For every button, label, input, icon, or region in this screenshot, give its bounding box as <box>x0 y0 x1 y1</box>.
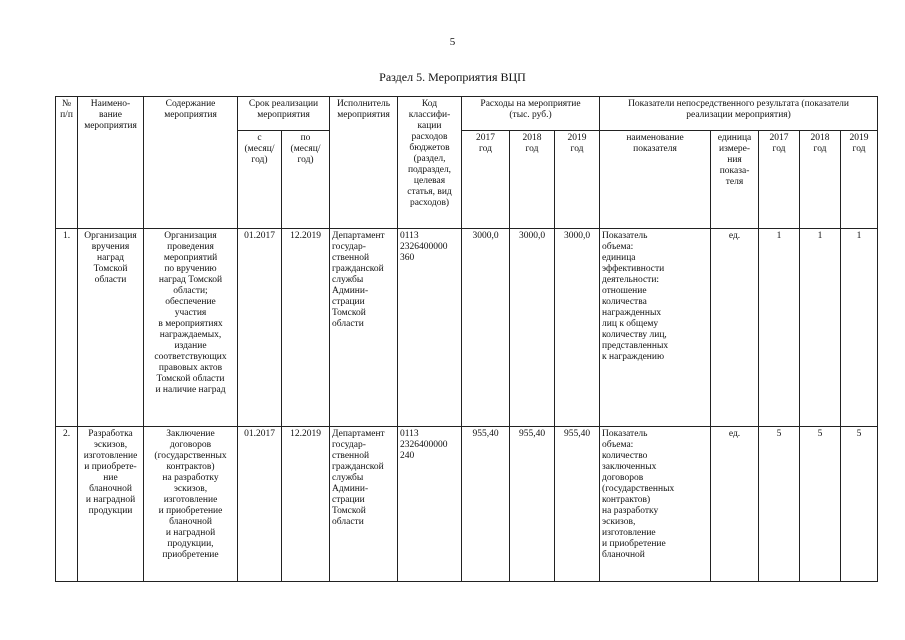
row-to: 12.2019 <box>282 427 330 582</box>
header-period-to: по (месяц/ год) <box>282 131 330 229</box>
header-num: № п/п <box>56 97 78 229</box>
header-exp-2017: 2017 год <box>462 131 510 229</box>
row-ind-2019: 1 <box>841 229 878 427</box>
row-ind-2017: 5 <box>759 427 800 582</box>
header-code: Код классифи- кации расходов бюджетов (раздел, подраздел, целевая статья, вид расходов) <box>398 97 462 229</box>
row-exp-2017: 955,40 <box>462 427 510 582</box>
header-period: Срок реализации мероприятия <box>238 97 330 131</box>
header-ind-unit: единица измере- ния показа- теля <box>711 131 759 229</box>
row-ind-name: Показатель объема: единица эффективности деятельности: отношение количества награжденных лиц к общему количеству лиц, представленных к награждению <box>600 229 711 427</box>
row-content: Организация проведения мероприятий по вручению наград Томской области; обеспечение участия в мероприятиях награждаемых, издание соответствующих правовых актов Томской области и наличие наград <box>144 229 238 427</box>
row-executor: Департамент государ- ственной гражданской службы Админи- страции Томской области <box>330 427 398 582</box>
row-code: 0113 2326400000 240 <box>398 427 462 582</box>
row-name: Организация вручения наград Томской области <box>78 229 144 427</box>
row-to: 12.2019 <box>282 229 330 427</box>
header-indicators: Показатели непосредственного результата (показатели реализации мероприятия) <box>600 97 878 131</box>
section-title: Раздел 5. Мероприятия ВЦП <box>379 70 526 84</box>
header-ind-2017: 2017 год <box>759 131 800 229</box>
row-code: 0113 2326400000 360 <box>398 229 462 427</box>
row-ind-name: Показатель объема: количество заключенных договоров (государственных контрактов) на разработку эскизов, изготовление и приобретение бланочной <box>600 427 711 582</box>
header-exp-2018: 2018 год <box>510 131 555 229</box>
row-ind-2017: 1 <box>759 229 800 427</box>
header-period-from: с (месяц/ год) <box>238 131 282 229</box>
header-ind-2018: 2018 год <box>800 131 841 229</box>
header-executor: Исполнитель мероприятия <box>330 97 398 229</box>
row-exp-2018: 3000,0 <box>510 229 555 427</box>
header-content: Содержание мероприятия <box>144 97 238 229</box>
table-row <box>56 229 878 427</box>
header-expenses: Расходы на мероприятие (тыс. руб.) <box>462 97 600 131</box>
row-ind-2019: 5 <box>841 427 878 582</box>
activities-table <box>55 96 878 582</box>
row-ind-unit: ед. <box>711 229 759 427</box>
header-exp-2019: 2019 год <box>555 131 600 229</box>
row-num: 1. <box>56 229 78 427</box>
row-exp-2019: 955,40 <box>555 427 600 582</box>
page-number: 5 <box>449 36 456 48</box>
row-num: 2. <box>56 427 78 582</box>
row-from: 01.2017 <box>238 229 282 427</box>
row-content: Заключение договоров (государственных контрактов) на разработку эскизов, изготовление и приобретение бланочной и наградной продукции, приобретение <box>144 427 238 582</box>
row-exp-2017: 3000,0 <box>462 229 510 427</box>
header-name: Наимено- вание мероприятия <box>78 97 144 229</box>
row-exp-2019: 3000,0 <box>555 229 600 427</box>
row-executor: Департамент государ- ственной гражданской службы Админи- страции Томской области <box>330 229 398 427</box>
row-ind-unit: ед. <box>711 427 759 582</box>
row-ind-2018: 1 <box>800 229 841 427</box>
row-from: 01.2017 <box>238 427 282 582</box>
row-ind-2018: 5 <box>800 427 841 582</box>
header-ind-name: наименование показателя <box>600 131 711 229</box>
table-row <box>56 427 878 582</box>
row-exp-2018: 955,40 <box>510 427 555 582</box>
header-ind-2019: 2019 год <box>841 131 878 229</box>
row-name: Разработка эскизов, изготовление и приобрете- ние бланочной и наградной продукции <box>78 427 144 582</box>
